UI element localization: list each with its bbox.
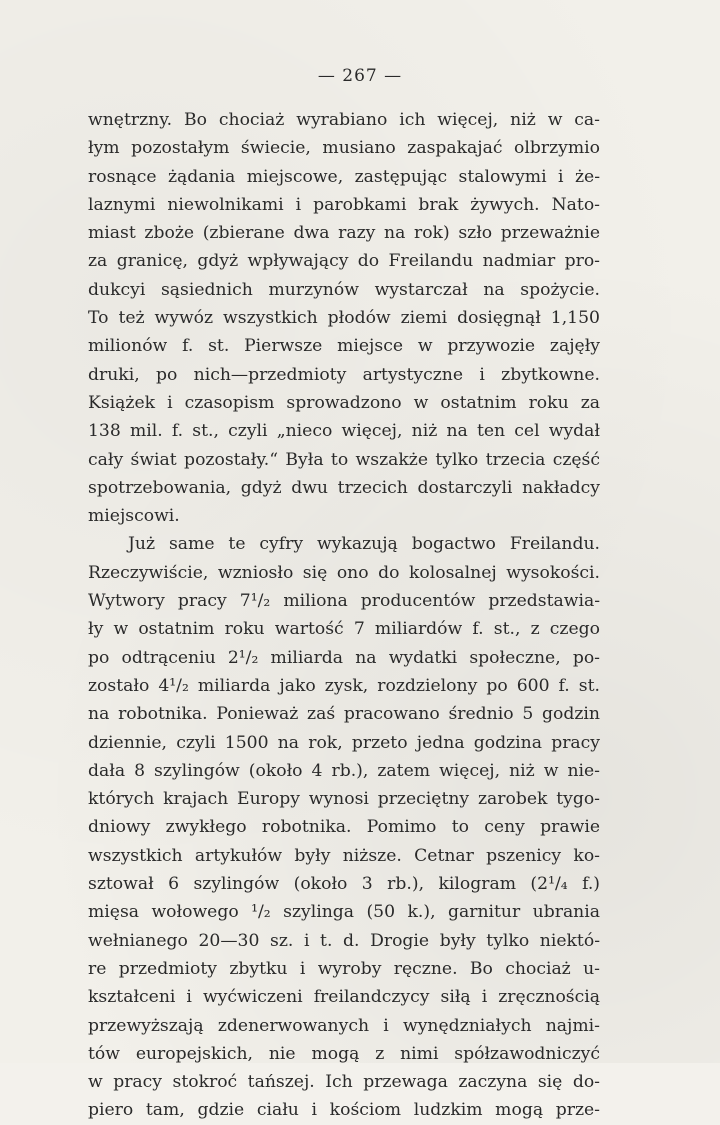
text-line: kształceni i wyćwiczeni freilandczycy siłą i zręcznością xyxy=(88,987,600,1008)
text-line: Książek i czasopism sprowadzono w ostatnim roku za xyxy=(88,392,600,413)
text-line: piero tam, gdzie ciału i kościom ludzkim mogą prze- xyxy=(88,1100,600,1121)
text-line: dukcyi sąsiednich murzynów wystarczał na spożycie. xyxy=(88,279,600,300)
text-line: 138 mil. f. st., czyli „nieco więcej, niż na ten cel wydał xyxy=(88,421,600,442)
text-line: miast zboże (zbierane dwa razy na rok) szło przeważnie xyxy=(88,223,600,244)
text-line: zostało 4¹/₂ miliarda jako zysk, rozdzielony po 600 f. st. xyxy=(88,675,600,696)
text-line: w pracy stokroć tańszej. Ich przewaga zaczyna się do- xyxy=(88,1072,600,1093)
text-line: wszystkich artykułów były niższe. Cetnar pszenicy ko- xyxy=(88,845,600,866)
text-line: dziennie, czyli 1500 na rok, przeto jedna godzina pracy xyxy=(88,732,600,753)
text-line: Wytwory pracy 7¹/₂ miliona producentów przedstawia- xyxy=(88,591,600,612)
text-line: druki, po nich—przedmioty artystyczne i zbytkowne. xyxy=(88,364,600,385)
text-line: laznymi niewolnikami i parobkami brak żywych. Nato- xyxy=(88,194,600,215)
text-line: za granicę, gdyż wpływający do Freilandu nadmiar pro- xyxy=(88,251,600,272)
text-line: na robotnika. Ponieważ zaś pracowano średnio 5 godzin xyxy=(88,704,600,725)
text-line: sztował 6 szylingów (około 3 rb.), kilogram (2¹/₄ f.) xyxy=(88,874,600,895)
text-line: tów europejskich, nie mogą z nimi spółzawodniczyć xyxy=(88,1043,600,1064)
paragraph-start-line: Już same te cyfry wykazują bogactwo Freilandu. xyxy=(128,534,600,555)
text-line: po odtrąceniu 2¹/₂ miliarda na wydatki społeczne, po- xyxy=(88,647,600,668)
text-line: spotrzebowania, gdyż dwu trzecich dostarczyli nakładcy xyxy=(88,477,600,498)
text-line: łym pozostałym świecie, musiano zaspakajać olbrzymio xyxy=(88,138,600,159)
text-line: Rzeczywiście, wzniosło się ono do kolosalnej wysokości. xyxy=(88,562,600,583)
text-line: mięsa wołowego ¹/₂ szylinga (50 k.), garnitur ubrania xyxy=(88,902,600,923)
text-line: rosnące żądania miejscowe, zastępując stalowymi i że- xyxy=(88,166,600,187)
text-line: dała 8 szylingów (około 4 rb.), zatem więcej, niż w nie- xyxy=(88,760,600,781)
text-line: dniowy zwykłego robotnika. Pomimo to ceny prawie xyxy=(88,817,600,838)
text-line: ły w ostatnim roku wartość 7 miliardów f. st., z czego xyxy=(88,619,600,640)
text-line: przewyższają zdenerwowanych i wynędzniałych najmi- xyxy=(88,1015,600,1036)
paragraph-end-line: miejscowi. xyxy=(88,506,180,527)
text-line: wnętrzny. Bo chociaż wyrabiano ich więcej, niż w ca- xyxy=(88,110,600,130)
text-line: re przedmioty zbytku i wyroby ręczne. Bo chociaż u- xyxy=(88,958,600,979)
page-number: — 267 — xyxy=(317,66,403,86)
text-body xyxy=(88,106,600,1125)
text-line: których krajach Europy wynosi przeciętny zarobek tygo- xyxy=(88,789,600,810)
text-line: To też wywóz wszystkich płodów ziemi dosięgnął 1,150 xyxy=(88,308,600,329)
text-line: cały świat pozostały.“ Była to wszakże tylko trzecia część xyxy=(88,449,600,470)
text-line: milionów f. st. Pierwsze miejsce w przywozie zajęły xyxy=(88,336,600,357)
text-line: wełnianego 20—30 sz. i t. d. Drogie były tylko niektó- xyxy=(88,930,600,951)
